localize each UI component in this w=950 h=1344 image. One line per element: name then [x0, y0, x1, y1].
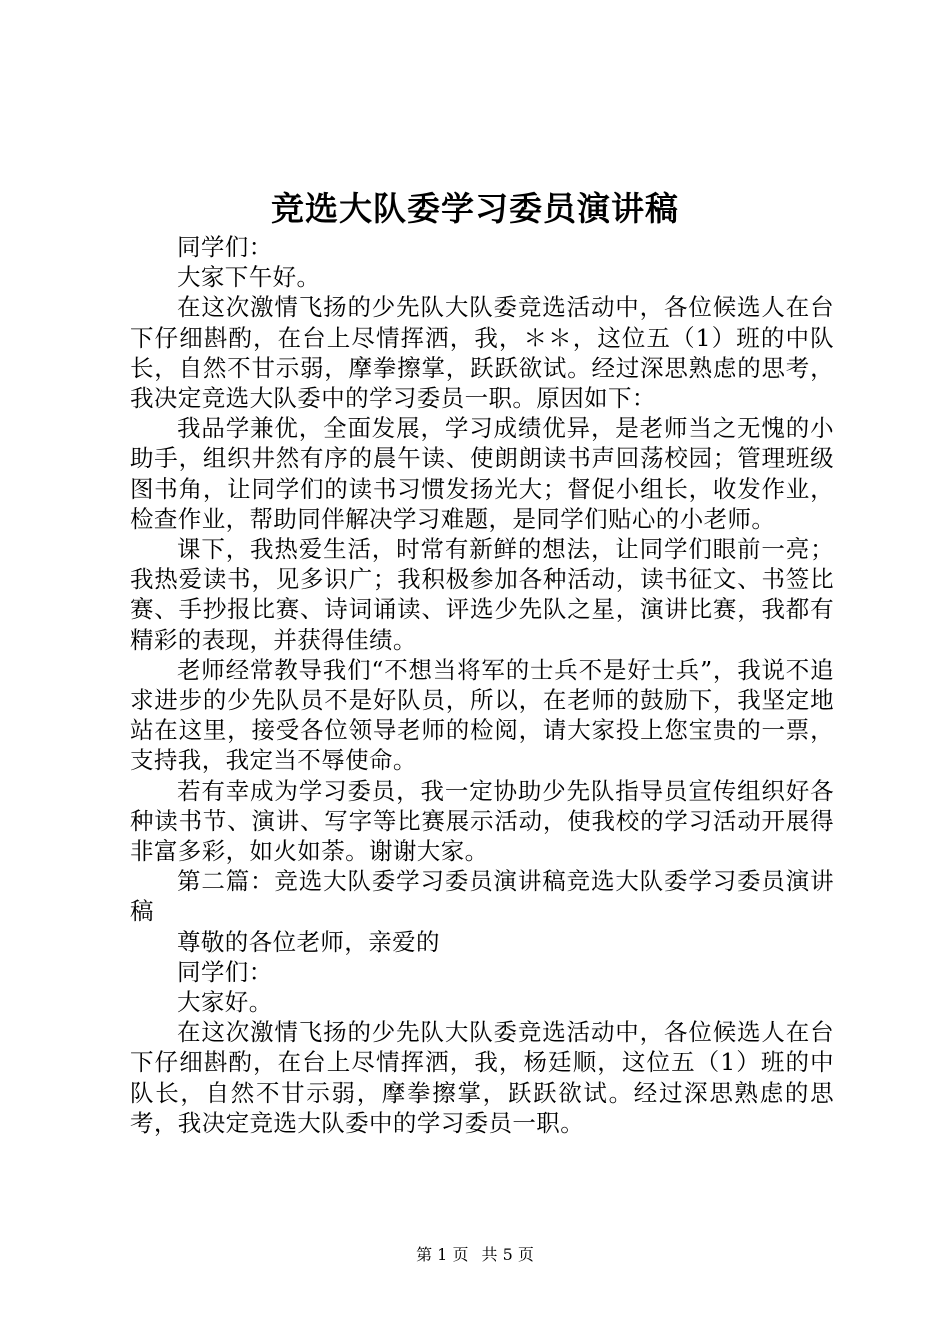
paragraph: 在这次激情飞扬的少先队大队委竞选活动中，各位候选人在台下仔细斟酌，在台上尽情挥洒，我，＊＊，这位五（1）班的中队长，自然不甘示弱，摩拳擦掌，跃跃欲试。经过深思熟虑的思考，我决定竞选大队委中的学习委员一职。原因如下：	[130, 293, 834, 413]
paragraph: 同学们：	[177, 957, 273, 986]
paragraph: 第二篇：竞选大队委学习委员演讲稿竞选大队委学习委员演讲稿	[130, 867, 834, 926]
paragraph: 尊敬的各位老师，亲爱的	[177, 927, 440, 956]
paragraph: 大家好。	[177, 988, 273, 1017]
document-body	[130, 232, 834, 1138]
paragraph: 大家下午好。	[177, 263, 321, 292]
paragraph: 若有幸成为学习委员，我一定协助少先队指导员宣传组织好各种读书节、演讲、写字等比赛展示活动，使我校的学习活动开展得非富多彩，如火如荼。谢谢大家。	[130, 776, 834, 866]
page-footer	[0, 1243, 950, 1267]
page-number: 第 1 页	[416, 1245, 469, 1264]
paragraph: 课下，我热爱生活，时常有新鲜的想法，让同学们眼前一亮；我热爱读书，见多识广；我积极参加各种活动，读书征文、书签比赛、手抄报比赛、诗词诵读、评选少先队之星，演讲比赛，我都有精彩的表现，并获得佳绩。	[130, 535, 834, 654]
paragraph: 我品学兼优，全面发展，学习成绩优异，是老师当之无愧的小助手，组织井然有序的晨午读、使朗朗读书声回荡校园；管理班级图书角，让同学们的读书习惯发扬光大；督促小组长，收发作业，检查作业，帮助同伴解决学习难题，是同学们贴心的小老师。	[130, 414, 834, 533]
paragraph: 同学们：	[177, 233, 273, 261]
document-title: 竞选大队委学习委员演讲稿	[271, 189, 679, 228]
paragraph: 老师经常教导我们“不想当将军的士兵不是好士兵”，我说不追求进步的少先队员不是好队员，所以，在老师的鼓励下，我坚定地站在这里，接受各位领导老师的检阅，请大家投上您宝贵的一票，支持我，我定当不辱使命。	[130, 655, 834, 775]
page-total: 共 5 页	[481, 1245, 534, 1264]
paragraph: 在这次激情飞扬的少先队大队委竞选活动中，各位候选人在台下仔细斟酌，在台上尽情挥洒，我，杨廷顺，这位五（1）班的中队长，自然不甘示弱，摩拳擦掌，跃跃欲试。经过深思熟虑的思考，我决定竞选大队委中的学习委员一职。	[130, 1018, 834, 1137]
